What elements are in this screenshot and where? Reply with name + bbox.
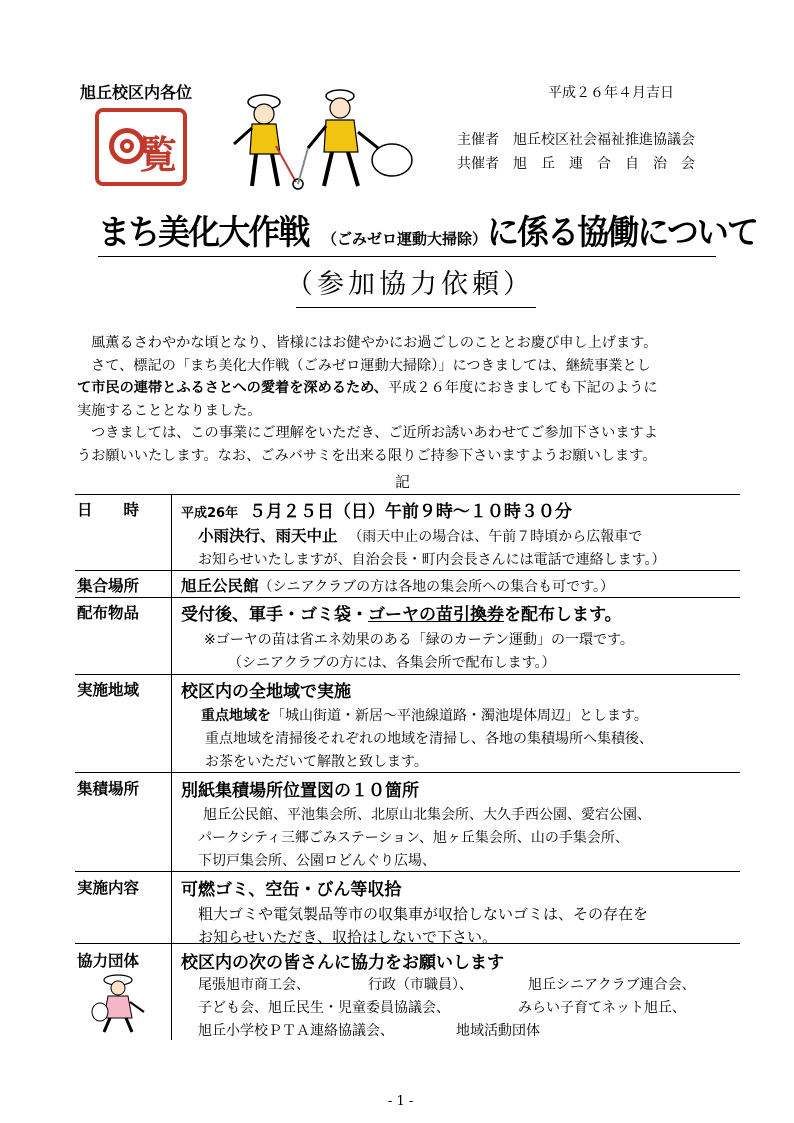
intro-p2a: さて、標記の「まち美化大作戦（ごみゼロ運動大掃除）」につきましては、継続事業とし xyxy=(91,357,651,374)
rain-policy xyxy=(198,524,642,546)
group-gyosei: 行政（市職員）、 xyxy=(368,977,473,993)
page-number: - 1 - xyxy=(388,1094,414,1109)
rain-note1: （雨天中止の場合は、午前７時頃から広報車で xyxy=(348,529,643,545)
intro-text xyxy=(77,332,741,467)
table-divider xyxy=(171,494,172,1040)
group-chiiki: 地域活動団体 xyxy=(456,1023,540,1039)
collection-line2: パークシティ三郷ごみステーション、旭ヶ丘集会所、山の手集会所、 xyxy=(198,830,629,846)
organizer: 主催者 旭丘校区社会福祉推進協議会 xyxy=(457,132,695,148)
area-note1 xyxy=(201,705,648,725)
page-subtitle: （参加協力依頼） xyxy=(286,269,534,300)
date-era: 平成26年 xyxy=(181,506,239,521)
woman-with-bag-illustration xyxy=(90,972,150,1034)
co-organizer: 共催者 旭 丘 連 合 自 治 会 xyxy=(457,156,695,172)
stamp-text: 覧 xyxy=(138,133,177,177)
intro-p1: 風薫るさわやかな頃となり、皆様にはお健やかにお過ごしのこととお慶び申し上げます。 xyxy=(91,335,658,351)
addressee: 旭丘校区内各位 xyxy=(80,83,193,102)
content-value: 可燃ゴミ、空缶・びん等収拾 xyxy=(181,880,402,900)
meeting-note: （シニアクラブの方は各地の集会所への集合も可です。） xyxy=(258,579,614,595)
intro-p2b-bold: て市民の連帯とふるさとへの愛着を深めるため、 xyxy=(77,380,388,396)
subtitle-underline xyxy=(296,307,536,308)
rain-note2: お知らせいたしますが、自治会長・町内会長さんには電話で連絡します。） xyxy=(198,552,666,568)
items-note1: ※ゴーヤの苗は省エネ効果のある「緑のカーテン運動」の一環です。 xyxy=(204,632,634,648)
date-main: ５月２５日（日）午前９時～１０時３０分 xyxy=(248,502,572,522)
groups-label: 協力団体 xyxy=(77,952,140,970)
group-kodomokai: 子ども会、旭丘民生・児童委員協議会、 xyxy=(198,1000,450,1016)
area-note2: 重点地域を清掃後それぞれの地域を清掃し、各地の集積場所へ集積後、 xyxy=(205,731,653,747)
area-label: 実施地域 xyxy=(77,681,140,699)
content-label: 実施内容 xyxy=(77,879,140,897)
row-rule xyxy=(75,570,740,571)
row-rule xyxy=(75,674,740,675)
meeting-value xyxy=(181,574,614,596)
group-shokokai: 尾張旭市商工会、 xyxy=(198,977,310,993)
meeting-label: 集合場所 xyxy=(77,577,140,595)
intro-p3b: うお願いいたします。なお、ごみバサミを出来る限りご持参下さいますようお願いします。 xyxy=(77,447,657,464)
area-note3: お茶をいただいて解散と致します。 xyxy=(205,754,428,770)
content-note1: 粗大ゴミや電気製品等市の収集車が収拾しないゴミは、その存在を xyxy=(198,905,649,923)
title-underline xyxy=(98,256,716,257)
title-part2: （ごみゼロ運動大掃除） xyxy=(322,230,488,248)
area-value: 校区内の全地域で実施 xyxy=(181,682,351,702)
kairan-stamp xyxy=(95,108,187,186)
collection-line3: 下切戸集会所、公園ロどんぐり広場、 xyxy=(198,853,436,869)
intro-p2c: 実施することとなりました。 xyxy=(77,402,262,419)
intro-p2b xyxy=(77,377,741,400)
page-title xyxy=(98,205,758,257)
collection-label: 集積場所 xyxy=(77,780,140,798)
intro-p3a: つきましては、この事業にご理解をいただき、ご近所お誘いあわせてご参加下さいますよ xyxy=(91,425,658,441)
area-note1-rest: 「城山街道・新居～平池線道路・濁池堤体周辺」とします。 xyxy=(271,708,648,724)
title-part1: まち美化大作戦 xyxy=(98,213,309,253)
row-rule xyxy=(75,871,740,872)
content-note2: お知らせいただき、収拾はしないで下さい。 xyxy=(198,928,497,946)
items-voucher: ゴーヤの苗引換券 xyxy=(368,605,504,625)
group-mirai: みらい子育てネット旭丘、 xyxy=(518,1000,686,1016)
group-pta: 旭丘小学校ＰＴＡ連絡協議会、 xyxy=(198,1023,394,1039)
row-rule xyxy=(75,597,740,598)
collection-line1: 旭丘公民館、平池集会所、北原山北集会所、大久手西公園、愛宕公園、 xyxy=(203,807,651,823)
items-value xyxy=(181,600,622,625)
date-label: 日 時 xyxy=(77,501,140,519)
intro-p2b-rest: 平成２６年度におきましても下記のように xyxy=(388,380,658,396)
table-top-rule xyxy=(75,494,740,495)
rain-policy-main: 小雨決行、雨天中止 xyxy=(198,527,338,545)
date-value xyxy=(181,497,572,522)
items-label: 配布物品 xyxy=(77,604,140,622)
area-note1-bold: 重点地域を xyxy=(201,708,271,724)
issue-date: 平成２６年４月吉日 xyxy=(548,85,674,101)
items-a: 受付後、軍手・ゴミ袋・ xyxy=(181,605,368,625)
items-note2: （シニアクラブの方には、各集会所で配布します。） xyxy=(228,655,556,671)
meeting-place: 旭丘公民館 xyxy=(181,577,259,595)
group-senior-club: 旭丘シニアクラブ連合会、 xyxy=(528,977,696,993)
volunteers-cleaning-illustration xyxy=(222,88,422,194)
groups-value: 校区内の次の皆さんに協力をお願いします xyxy=(181,953,504,973)
collection-value: 別紙集積場所位置図の１０箇所 xyxy=(181,781,419,801)
ki-heading: 記 xyxy=(395,473,411,491)
items-b: を配布します。 xyxy=(504,605,622,625)
row-rule xyxy=(75,772,740,773)
title-part3: に係る協働について xyxy=(487,213,758,253)
